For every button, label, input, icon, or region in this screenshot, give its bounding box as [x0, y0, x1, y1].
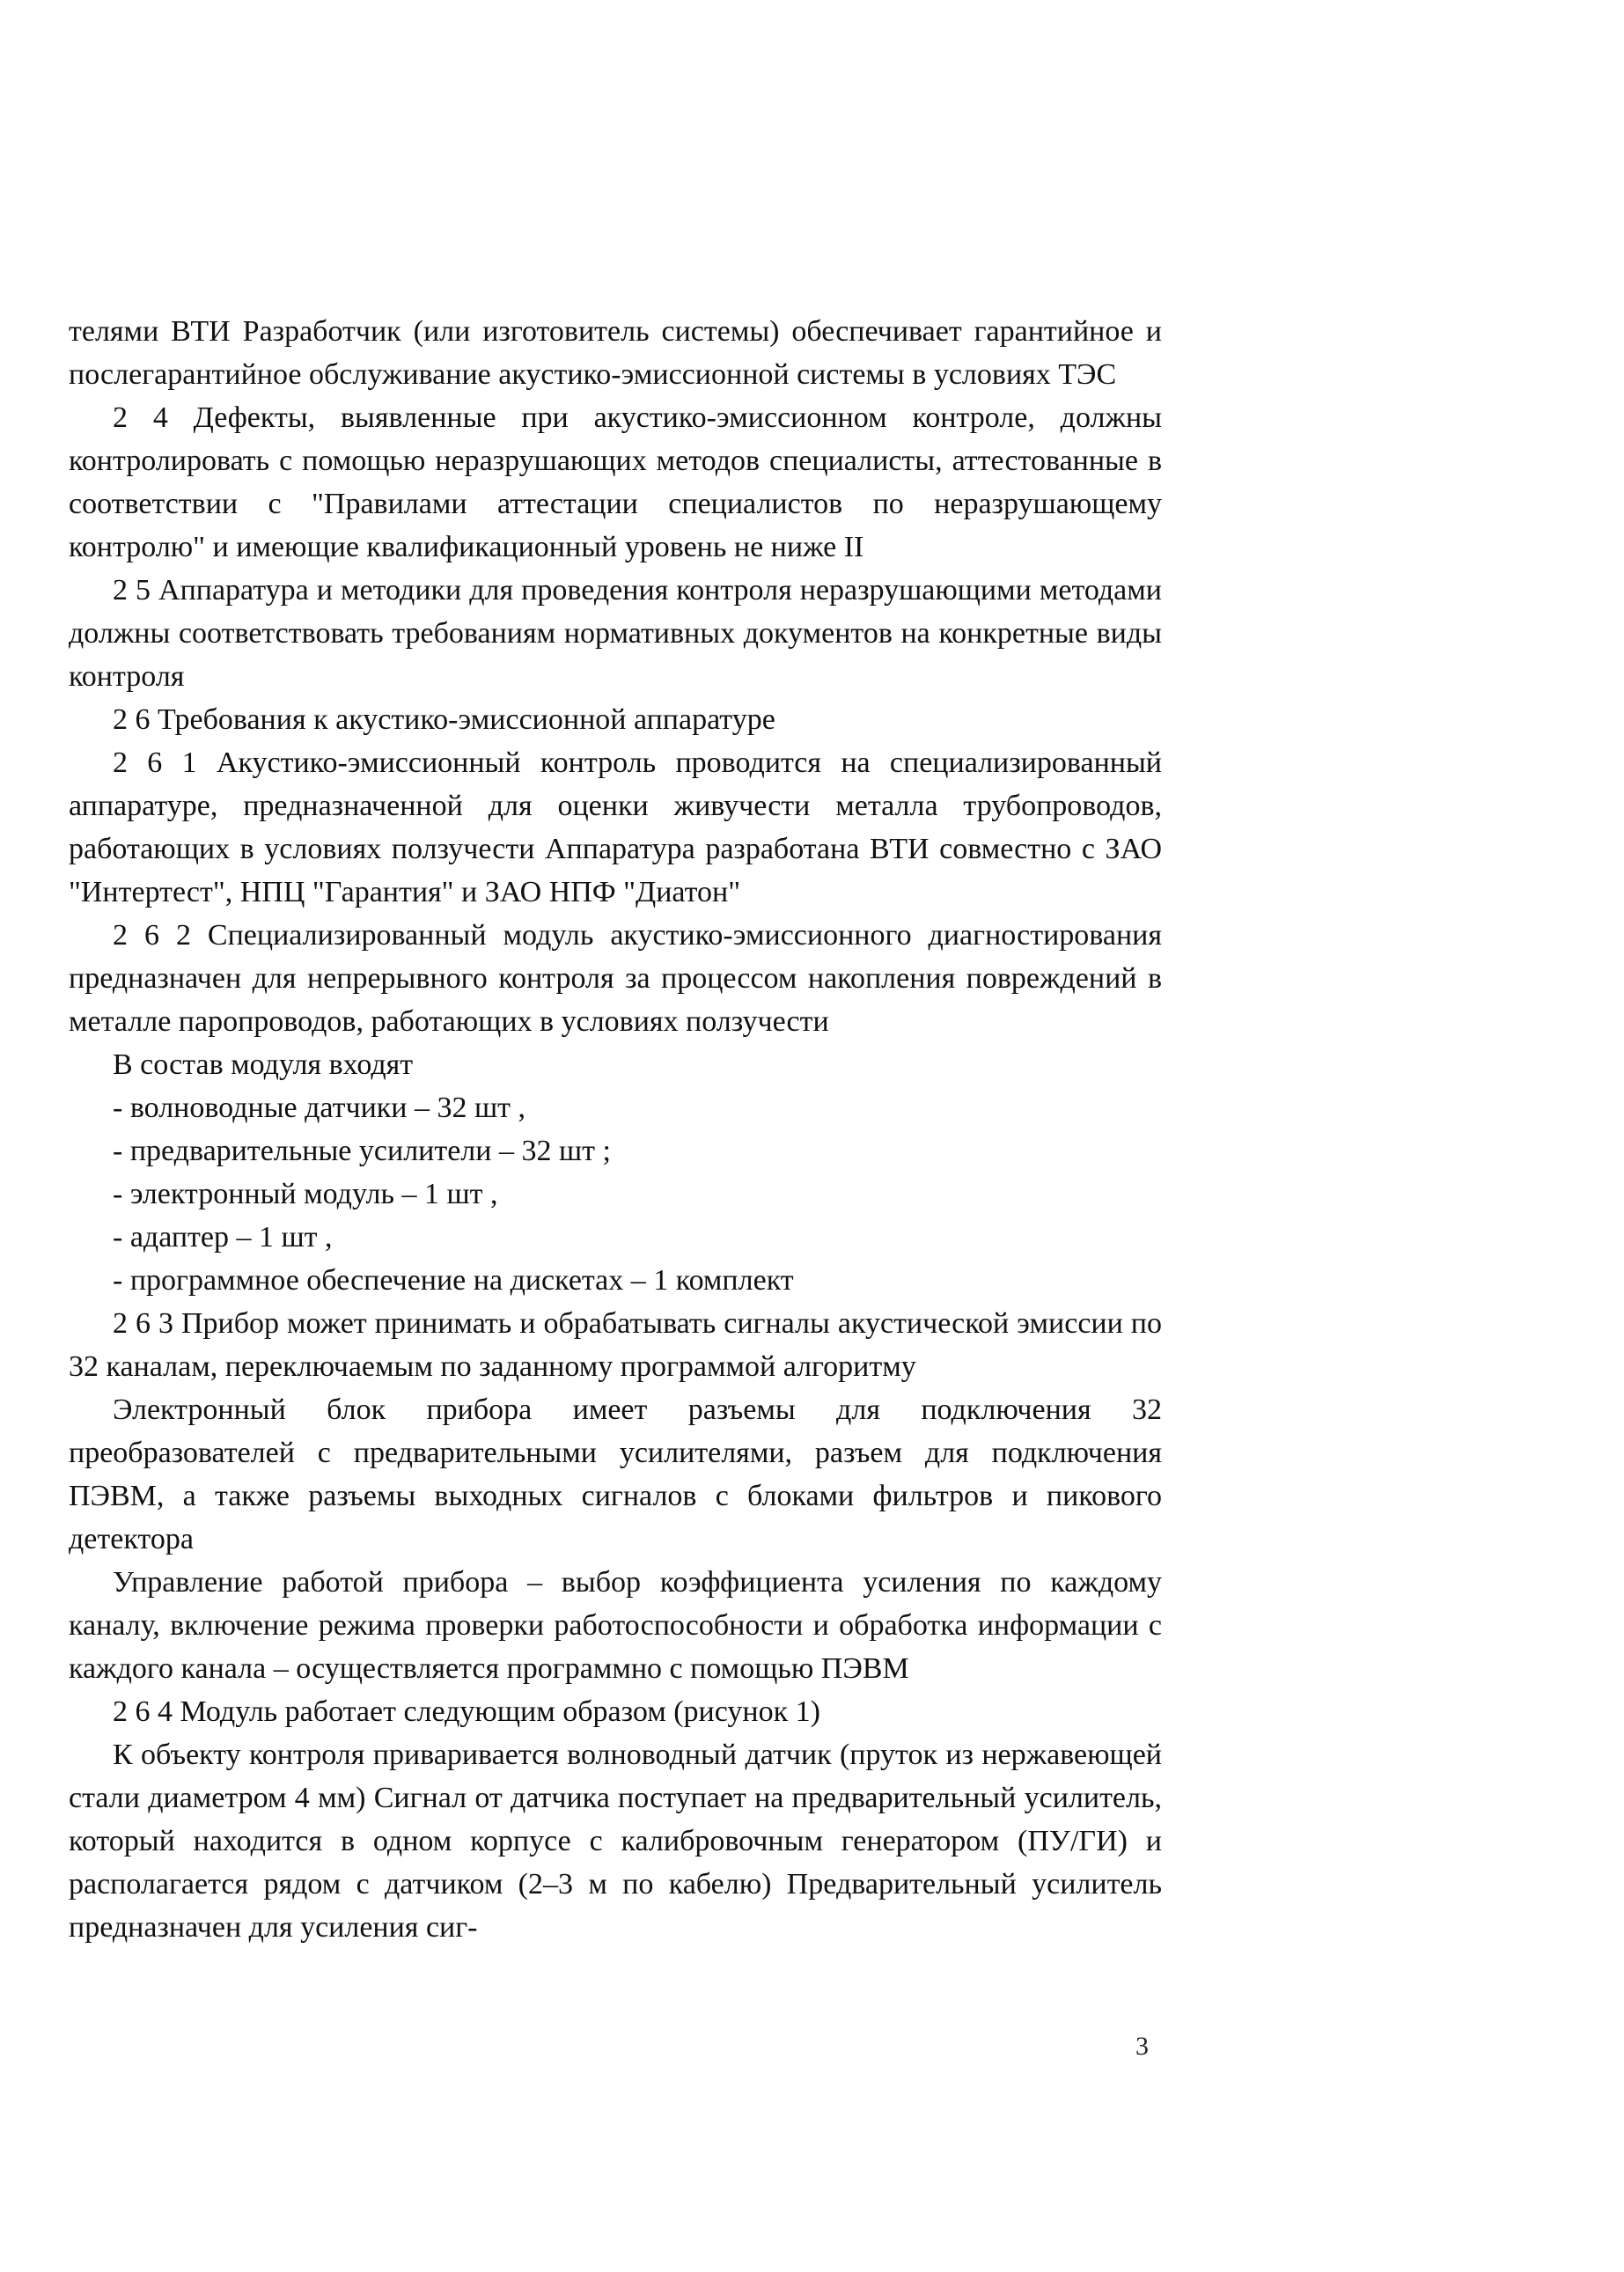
paragraph-2-6-1: 2 6 1 Акустико-эмиссионный контроль проводится на специализированный аппаратуре, предназначенной для оценки живучести металла трубопроводов, работающих в условиях ползучести Аппаратура разработана ВТИ совместно с ЗАО "Интертест", НПЦ "Гарантия" и ЗАО НПФ "Диатон"	[69, 746, 1162, 908]
paragraph-device-control: Управление работой прибора – выбор коэффициента усиления по каждому каналу, включение режима проверки работоспособности и обработка информации с каждого канала – осуществляется программно с помощью ПЭВМ	[69, 1566, 1162, 1685]
list-item: - электронный модуль – 1 шт ,	[113, 1178, 498, 1210]
paragraph-2-6-4: 2 6 4 Модуль работает следующим образом (рисунок 1)	[113, 1695, 820, 1728]
paragraph-continuation: телями ВТИ Разработчик (или изготовитель системы) обеспечивает гарантийное и послегарантийное обслуживание акустико-эмиссионной системы в условиях ТЭС	[69, 315, 1162, 391]
list-item: - волноводные датчики – 32 шт ,	[113, 1092, 526, 1124]
paragraph-2-4: 2 4 Дефекты, выявленные при акустико-эмиссионном контроле, должны контролировать с помощью неразрушающих методов специалисты, аттестованные в соответствии с "Правилами аттестации специалистов по неразрушающему контролю" и имеющие квалификационный уровень не ниже II	[69, 401, 1162, 563]
page-number: 3	[1135, 2032, 1149, 2061]
paragraph-2-6-2: 2 6 2 Специализированный модуль акустико-эмиссионного диагностирования предназначен для непрерывного контроля за процессом накопления повреждений в металле паропроводов, работающих в условиях ползучести	[69, 919, 1162, 1038]
paragraph-2-6-3: 2 6 3 Прибор может принимать и обрабатывать сигналы акустической эмиссии по 32 каналам, переключаемым по заданному программой алгоритму	[69, 1307, 1162, 1383]
module-composition-list	[69, 1086, 1162, 1302]
module-composition-intro: В состав модуля входят	[113, 1048, 414, 1081]
document-body	[69, 310, 1162, 1949]
list-item: - программное обеспечение на дискетах – 1 комплект	[113, 1264, 794, 1297]
list-item: - предварительные усилители – 32 шт ;	[113, 1135, 611, 1167]
paragraph-2-5: 2 5 Аппаратура и методики для проведения контроля неразрушающими методами должны соответствовать требованиям нормативных документов на конкретные виды контроля	[69, 574, 1162, 693]
paragraph-electronic-block: Электронный блок прибора имеет разъемы для подключения 32 преобразователей с предварительными усилителями, разъем для подключения ПЭВМ, а также разъемы выходных сигналов с блоками фильтров и пикового детектора	[69, 1393, 1162, 1555]
paragraph-sensor-description: К объекту контроля приваривается волноводный датчик (пруток из нержавеющей стали диаметром 4 мм) Сигнал от датчика поступает на предварительный усилитель, который находится в одном корпусе с калибровочным генератором (ПУ/ГИ) и располагается рядом с датчиком (2–3 м по кабелю) Предварительный усилитель предназначен для усиления сиг-	[69, 1739, 1162, 1944]
list-item: - адаптер – 1 шт ,	[113, 1221, 333, 1254]
paragraph-2-6-heading: 2 6 Требования к акустико-эмиссионной аппаратуре	[113, 703, 775, 736]
